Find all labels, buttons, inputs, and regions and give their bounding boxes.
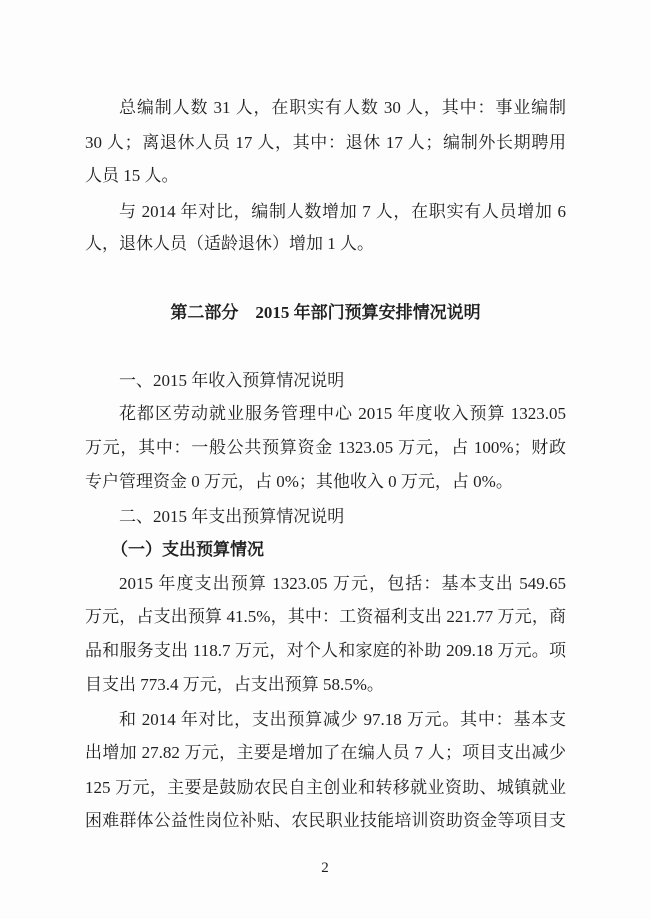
expenditure-comparison-line: 困难群体公益性岗位补贴、农民职业技能培训资助资金等项目支: [85, 811, 566, 830]
staffing-line: 总编制人数 31 人，在职实有人数 30 人，其中：事业编制: [119, 98, 566, 117]
expenditure-line: 目支出 773.4 万元，占支出预算 58.5%。: [85, 675, 384, 694]
comparison-line: 人，退休人员（适龄退休）增加 1 人。: [85, 234, 374, 253]
income-line: 花都区劳动就业服务管理中心 2015 年度收入预算 1323.05: [119, 404, 566, 423]
income-section-title: 一、2015 年收入预算情况说明: [119, 371, 345, 390]
expenditure-line: 2015 年度支出预算 1323.05 万元，包括：基本支出 549.65: [119, 574, 566, 593]
part-two-heading: 第二部分 2015 年部门预算安排情况说明: [170, 303, 481, 322]
expenditure-comparison-line: 125 万元，主要是鼓励农民自主创业和转移就业资助、城镇就业: [85, 778, 566, 797]
expenditure-line: 品和服务支出 118.7 万元，对个人和家庭的补助 209.18 万元。项: [85, 641, 566, 660]
staffing-line: 人员 15 人。: [85, 166, 179, 185]
income-line: 万元，其中：一般公共预算资金 1323.05 万元，占 100%；财政: [85, 438, 566, 457]
income-line: 专户管理资金 0 万元，占 0%；其他收入 0 万元，占 0%。: [85, 472, 513, 491]
staffing-line: 30 人；离退休人员 17 人，其中：退休 17 人；编制外长期聘用: [85, 133, 566, 152]
expenditure-subtitle: （一）支出预算情况: [111, 540, 264, 559]
page-number: 2: [321, 860, 329, 876]
comparison-line: 与 2014 年对比，编制人数增加 7 人，在职实有人员增加 6: [119, 202, 566, 221]
expenditure-section-title: 二、2015 年支出预算情况说明: [119, 507, 345, 526]
expenditure-comparison-line: 出增加 27.82 万元，主要是增加了在编人员 7 人；项目支出减少: [85, 743, 566, 762]
expenditure-line: 万元，占支出预算 41.5%，其中：工资福利支出 221.77 万元，商: [85, 607, 566, 626]
expenditure-comparison-line: 和 2014 年对比，支出预算减少 97.18 万元。其中：基本支: [119, 710, 566, 729]
